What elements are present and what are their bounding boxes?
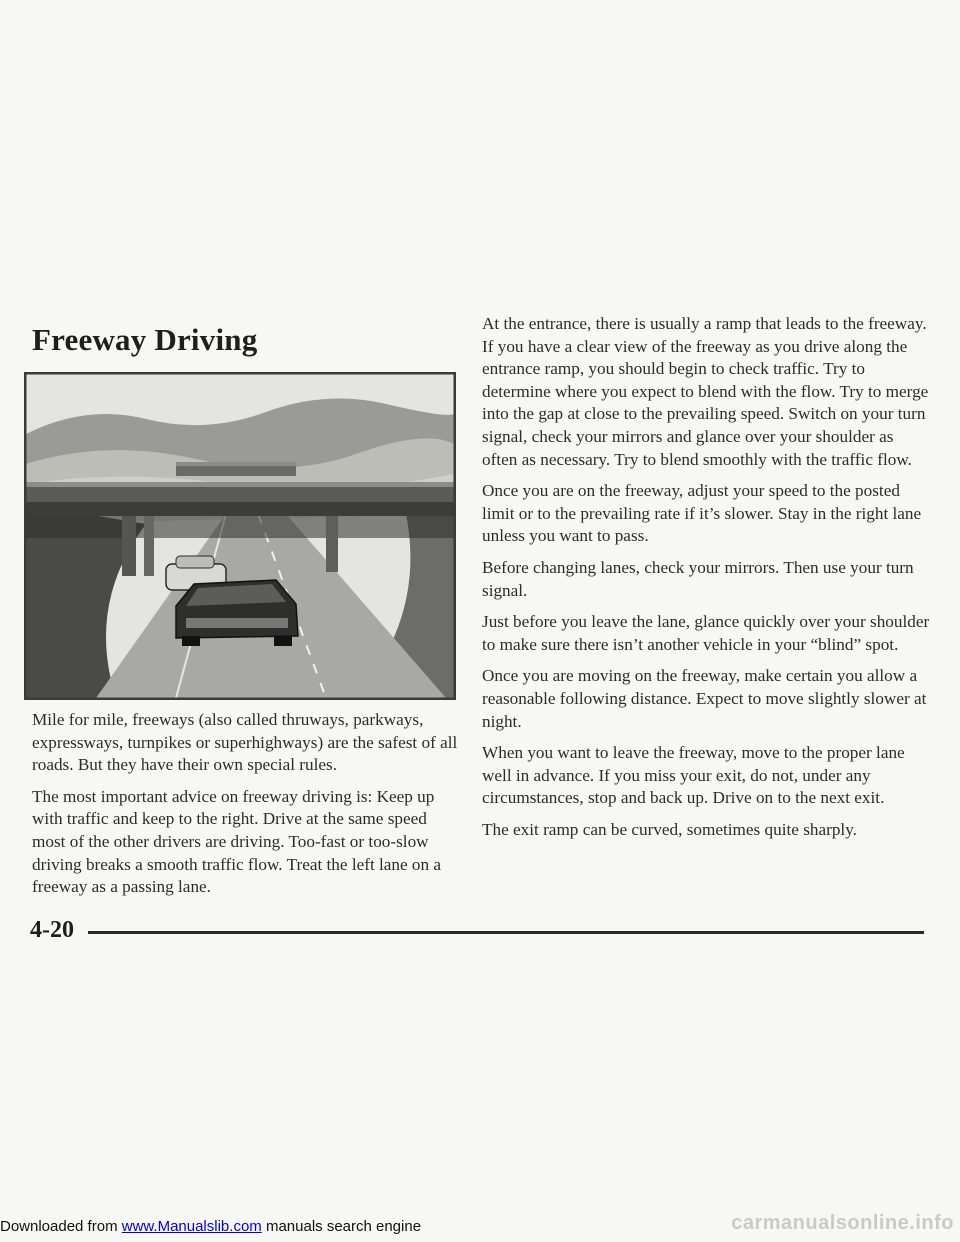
paragraph: Once you are on the freeway, adjust your speed to the posted limit or to the prevailing rate if it’s slower. Stay in the right lane unless you want to pass. <box>482 481 922 546</box>
paragraph: At the entrance, there is usually a ramp that leads to the freeway. If you have a clear view of the freeway as you drive along the entrance ramp, you should begin to check traffic. Try to determine where you expect to blend with the flow. Try to merge into the gap at close to the prevailing speed. Switch on your turn signal, check your mirrors and glance over your shoulder as often as necessary. Try to blend smoothly with the traffic flow. <box>482 314 929 469</box>
manualslib-link[interactable]: www.Manualslib.com <box>121 1218 262 1235</box>
section-heading: Freeway Driving <box>32 322 258 357</box>
left-column <box>32 709 464 908</box>
paragraph: Just before you leave the lane, glance quickly over your shoulder to make sure there isn’t another vehicle in your “blind” spot. <box>482 612 930 654</box>
footer-rule <box>88 931 924 934</box>
paragraph: The exit ramp can be curved, sometimes quite sharply. <box>482 819 857 839</box>
freeway-illustration <box>24 372 456 700</box>
watermark-text: carmanualsonline.info <box>731 1212 954 1234</box>
right-column <box>482 313 930 850</box>
download-banner <box>0 1218 421 1235</box>
paragraph: The most important advice on freeway driving is: Keep up with traffic and keep to the right. Drive at the same speed most of the other drivers are driving. Too-fast or too-slow driving breaks a smooth traffic flow. Treat the left lane on a freeway as a passing lane. <box>32 786 442 897</box>
banner-prefix: Downloaded from <box>0 1218 122 1235</box>
banner-suffix: manuals search engine <box>261 1218 422 1235</box>
paragraph: Before changing lanes, check your mirrors. Then use your turn signal. <box>482 557 914 600</box>
paragraph: When you want to leave the freeway, move to the proper lane well in advance. If you miss your exit, do not, under any circumstances, stop and back up. Drive on to the next exit. <box>482 743 905 808</box>
paragraph: Once you are moving on the freeway, make certain you allow a reasonable following distance. Expect to move slightly slower at night. <box>482 666 927 731</box>
page-number: 4-20 <box>30 917 74 943</box>
paragraph: Mile for mile, freeways (also called thruways, parkways, expressways, turnpikes or superhighways) are the safest of all roads. But they have their own special rules. <box>32 710 458 775</box>
